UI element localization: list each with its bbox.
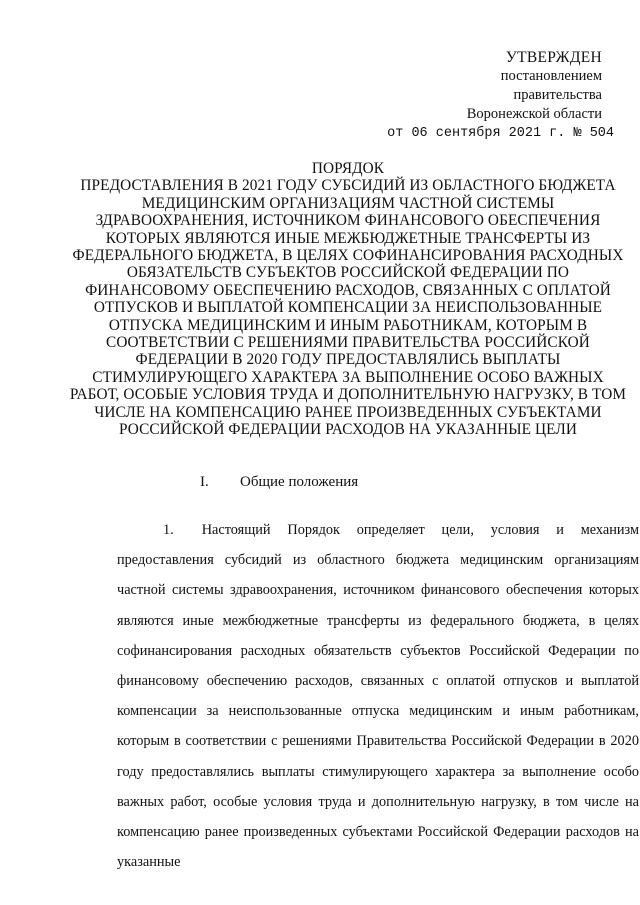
approval-block bbox=[387, 48, 614, 144]
approval-line-1: постановлением bbox=[500, 68, 602, 84]
document-title-heading: ПОРЯДОК bbox=[311, 160, 385, 177]
section-title: Общие положения bbox=[240, 474, 359, 490]
approval-line-2: правительства bbox=[513, 87, 602, 103]
section-number: I. bbox=[200, 474, 209, 490]
approval-title: УТВЕРЖДЕН bbox=[505, 49, 602, 66]
document-title-body: ПРЕДОСТАВЛЕНИЯ В 2021 ГОДУ СУБСИДИЙ ИЗ ОБЛАСТНОГО БЮДЖЕТА МЕДИЦИНСКИМ ОРГАНИЗАЦИЯМ ЧАСТНОЙ СИСТЕМЫ ЗДРАВООХРАНЕНИЯ, ИСТОЧНИКОМ ФИНАНСОВОГО ОБЕСПЕЧЕНИЯ КОТОРЫХ ЯВЛЯЮТСЯ ИНЫЕ МЕЖБЮДЖЕТНЫЕ ТРАНСФЕРТЫ ИЗ ФЕДЕРАЛЬНОГО БЮДЖЕТА, В ЦЕЛЯХ СОФИНАНСИРОВАНИЯ РАСХОДНЫХ ОБЯЗАТЕЛЬСТВ СУБЪЕКТОВ РОССИЙСКОЙ ФЕДЕРАЦИИ ПО ФИНАНСОВОМУ ОБЕСПЕЧЕНИЮ РАСХОДОВ, СВЯЗАННЫХ С ОПЛАТОЙ ОТПУСКОВ И ВЫПЛАТОЙ КОМПЕНСАЦИИ ЗА НЕИСПОЛЬЗОВАННЫЕ ОТПУСКА МЕДИЦИНСКИМ И ИНЫМ РАБОТНИКАМ, КОТОРЫМ В СООТВЕТСТВИИ С РЕШЕНИЯМИ ПРАВИТЕЛЬСТВА РОССИЙСКОЙ ФЕДЕРАЦИИ В 2020 ГОДУ ПРЕДОСТАВЛЯЛИСЬ ВЫПЛАТЫ СТИМУЛИРУЮЩЕГО ХАРАКТЕРА ЗА ВЫПОЛНЕНИЕ ОСОБО ВАЖНЫХ РАБОТ, ОСОБЫЕ УСЛОВИЯ ТРУДА И ДОПОЛНИТЕЛЬНУЮ НАГРУЗКУ, В ТОМ ЧИСЛЕ НА КОМПЕНСАЦИЮ РАНЕЕ ПРОИЗВЕДЕННЫХ СУБЪЕКТАМИ РОССИЙСКОЙ ФЕДЕРАЦИИ РАСХОДОВ НА УКАЗАННЫЕ ЦЕЛИ bbox=[69, 177, 627, 439]
decree-date-number: от 06 сентября 2021 г. № 504 bbox=[387, 126, 614, 141]
paragraph-1 bbox=[117, 515, 639, 877]
document-title bbox=[68, 160, 628, 439]
paragraph-text: Настоящий Порядок определяет цели, условия и механизм предоставления субсидий из областного бюджета медицинским организациям частной системы здравоохранения, источником финансового обеспечения которых являются иные межбюджетные трансферты из федерального бюджета, в целях софинансирования расходных обязательств субъектов Российской Федерации по финансовому обеспечению расходов, связанных с оплатой отпусков и выплатой компенсации за неиспользованные отпуска медицинским и иным работникам, которым в соответствии с решениями Правительства Российской Федерации в 2020 году предоставлялись выплаты стимулирующего характера за выполнение особо важных работ, особые условия труда и дополнительную нагрузку, в том числе на компенсацию ранее произведенных субъектами Российской Федерации расходов на указанные bbox=[117, 522, 639, 871]
paragraph-number: 1. bbox=[163, 522, 174, 538]
approval-line-3: Воронежской области bbox=[466, 106, 602, 122]
section-heading bbox=[200, 472, 500, 492]
